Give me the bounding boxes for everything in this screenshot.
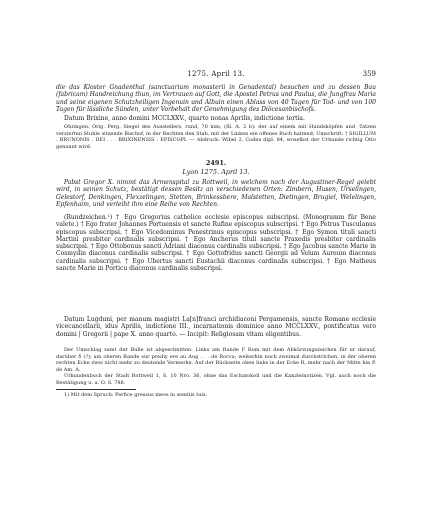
footnote: 1) Mit dem Spruch: Perfice gressus meos in semitis tuis. bbox=[64, 392, 208, 398]
running-header bbox=[56, 70, 376, 80]
dating-clause: Datum Brixine, anno domini MCCLXXV., quarto nonas Aprilis, indictione tertia. bbox=[64, 115, 305, 122]
document-number: 2491. bbox=[205, 159, 227, 167]
chancery-note: Der Umschlag samt der Bulle ist abgeschnitten. Links am Rande F Rom mit dem Abkürzungszeichen für ur darauf, darüber δ (?); am oberen Rande sur prediy ere au Aug . . . de Rocca; weiterhin noch zweimal durchstrichen, in der oberen rechten Ecke zwei nicht mehr zu deutende Vermerke. Auf der Rückseite oben links in der Ecke R, mehr nach der Mitte hin P. de Am. A. bbox=[56, 347, 376, 373]
place-and-date: Lyon 1275. April 13. bbox=[182, 168, 250, 176]
dating-clause-2: Datum Lugduni, per manum magistri La[n]franci archidiaconi Pergamensis, sancte Romane ecclesie vicecancellarii, idus Aprilis, indictione III., incarnationis dominice anno MCCLXXV., pontificatus vero domini | Gregorii | pape X. anno quarto. — Incipit: Religiosam vitam eligentibus. bbox=[56, 316, 376, 338]
page-number: 359 bbox=[362, 70, 376, 78]
source-note: Ohringen. Orig. Perg. Siegel des Ausstellers, rund, 70 mm, (Ill. A. 2 b): der auf einem mit Hundsköpfen und ·Tatzen verzierten Stuhle sitzende Bischof, in der Rechten den Stab, mit der Linken ein offenes Buch haltend; Umschrift: † SIGILLUM . BRUNONIS . DEI . . . BRIXINENSIS . EPISCOPI. — Abdruck: Wibel 2, Codex dipl. 84, woselbst der Urkunde richtig Otto genannt wird. bbox=[56, 124, 376, 150]
regest-continued: die das Kloster Gnadenthal (sanctuarium monasterii in Genadental) besuchen und zu dessen Bau (fabricam) Handreichung thun, im Vertrauen auf Gott, die Apostel Petrus und Paulus, die Jungfrau Maria und seine eigenen Schutzheiligen Ingenuin und Albuin einen Ablass von 40 Tagen für Tod- und von 100 Tagen für lässliche Sünden, unter Vorbehalt der Genehmigung des Diöcesanbischofs. bbox=[56, 84, 376, 113]
subscriptions: (Rundzeichen.¹) † Ego Gregorius catholice ecclesie episcopus subscripsi. (Monogramm für Bene valete.) † Ego frater Johannes Portuensis et sancte Rufine episcopus subscripsi. † Ego Petrus Tusculanus episcopus subscripsi. † Ego Vicedominus Penestrinus episcopus subscripsi. † Ego Symon tituli sancti Martini presbiter cardinalis subscripsi. † Ego Ancherus tituli sancte Praxedis presbiter cardinalis subscripsi. † Ego Ottobonus sancti Adriani diaconus cardinalis subscripsi. † Ego Jacobus sancte Marie in Cosmydin diaconus cardinalis subscripsi. † Ego Gottofridus sancti Georgii ad Velum Aureum diaconus cardinalis subscripsi. † Ego Ubertus sancti Eustachii diaconus cardinalis subscripsi. † Ego Matheus sancte Marie in Porticu diaconus cardinalis subscripsi. bbox=[56, 214, 376, 273]
footnote-rule bbox=[56, 389, 136, 390]
edition-note: Urkundenbuch der Stadt Rottweil 1, S. 10 Nro. 36, ohne das Eschatokoll und die Kanzleinotizen. Vgl. auch noch die Bestätigung u. a. O. S. 788. bbox=[56, 373, 376, 386]
header-title: 1275. April 13. bbox=[187, 70, 245, 78]
regest-summary: Pabst Gregor X. nimmt das Armenspital zu Rottweil, in welchem nach der Augustiner-Regel gelebt wird, in seinen Schutz, bestätigt dessen Besitz an verschiedenen Orten: Zimbern, Husen, Urselingen, Gelestorf, Denkingen, Flexzelingen, Stetten, Brinkessbere, Malstetten, Dietingen, Brugiel, Welelingen, Epfenhaim, und verleiht ihm eine Reihe von Rechten. bbox=[56, 179, 376, 208]
